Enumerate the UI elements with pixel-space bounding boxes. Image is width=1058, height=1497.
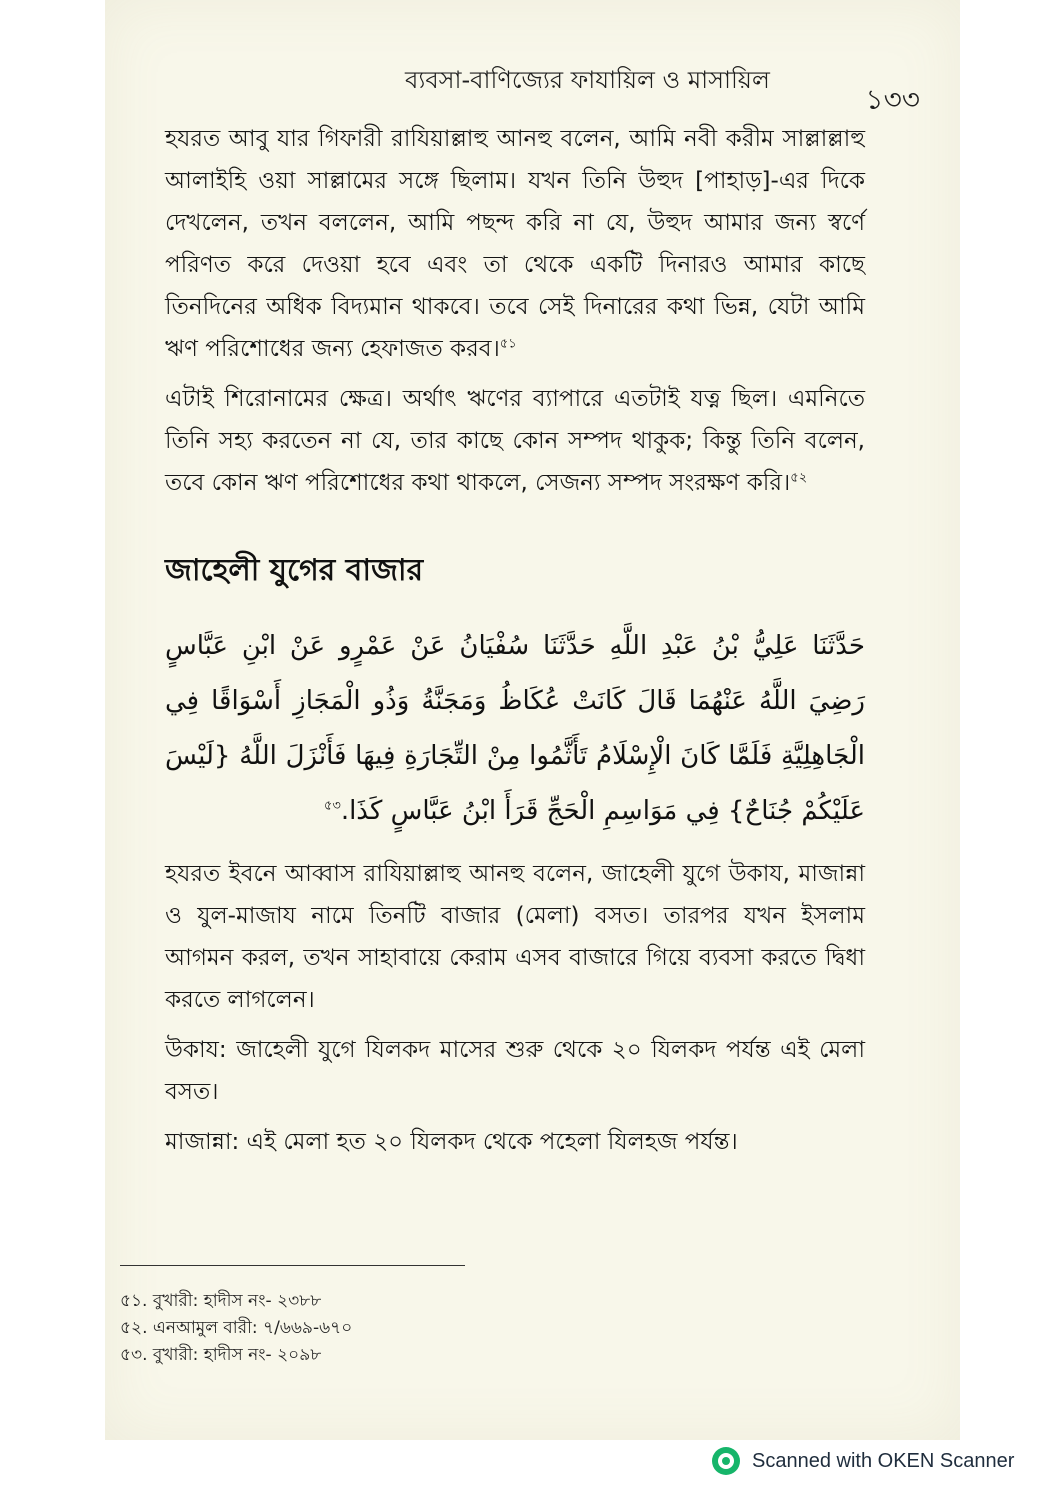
footnote-divider	[120, 1265, 465, 1266]
scanner-label: Scanned with OKEN Scanner	[752, 1449, 1015, 1472]
arabic-text: حَدَّثَنَا عَلِيُّ بْنُ عَبْدِ اللَّهِ حَدَّثَنَا سُفْيَانُ عَنْ عَمْرٍو عَنْ ابْنِ عَبَّاسٍ رَضِيَ اللَّهُ عَنْهُمَا قَالَ كَانَتْ عُكَاظُ وَمَجَنَّةُ وَذُو الْمَجَازِ أَسْوَاقًا فِي الْجَاهِلِيَّةِ فَلَمَّا كَانَ الْإِسْلَامُ تَأَثَّمُوا مِنْ التِّجَارَةِ فِيهَا فَأَنْزَلَ اللَّهُ {لَيْسَ عَلَيْكُمْ جُنَاحٌ} فِي مَوَاسِمِ الْحَجِّ قَرَأَ ابْنُ عَبَّاسٍ كَذَا.	[165, 631, 865, 826]
footnote-marker: ৫৩	[323, 798, 341, 814]
footnote-item: ৫৩. বুখারী: হাদীস নং- ২০৯৮	[120, 1345, 322, 1365]
footnote-item: ৫২. এনআমুল বারী: ৭/৬৬৯-৬৭০	[120, 1318, 353, 1338]
paragraph-text: হযরত আবু যার গিফারী রাযিয়াল্লাহু আনহু বলেন, আমি নবী করীম সাল্লাল্লাহু আলাইহি ওয়া সাল্লামের সঙ্গে ছিলাম। যখন তিনি উহুদ [পাহাড়]-এর দিকে দেখলেন, তখন বললেন, আমি পছন্দ করি না যে, উহুদ আমার জন্য স্বর্ণে পরিণত করে দেওয়া হবে এবং তা থেকে একটি দিনারও আমার কাছে তিনদিনের অধিক বিদ্যমান থাকবে। তবে সেই দিনারের কথা ভিন্ন, যেটা আমি ঋণ পরিশোধের জন্য হেফাজত করব।	[165, 126, 865, 362]
paragraph-ukaz-note: উকায: জাহেলী যুগে যিলকদ মাসের শুরু থেকে ২০ যিলকদ পর্যন্ত এই মেলা বসত।	[165, 1037, 865, 1105]
footnote-marker: ৫১	[499, 336, 517, 352]
section-heading: জাহেলী যুগের বাজার	[165, 553, 424, 588]
footnote-item: ৫১. বুখারী: হাদীস নং- ২৩৮৮	[120, 1291, 322, 1311]
arabic-hadith-text	[165, 619, 865, 839]
running-title: ব্যবসা-বাণিজ্যের ফাযায়িল ও মাসায়িল	[405, 66, 770, 94]
page-body	[165, 118, 865, 1171]
paragraph-explanation	[165, 378, 865, 504]
paragraph-hadith-translation-1	[165, 118, 865, 370]
footnotes	[120, 1288, 540, 1369]
footnote-marker: ৫২	[790, 470, 808, 486]
paragraph-text: এটাই শিরোনামের ক্ষেত্র। অর্থাৎ ঋণের ব্যাপারে এতটাই যত্ন ছিল। এমনিতে তিনি সহ্য করতেন না যে, তার কাছে কোন সম্পদ থাকুক; কিন্তু তিনি বলেন, তবে কোন ঋণ পরিশোধের কথা থাকলে, সেজন্য সম্পদ সংরক্ষণ করি।	[165, 386, 865, 496]
paragraph-majanna-note: মাজান্না: এই মেলা হত ২০ যিলকদ থেকে পহেলা যিলহজ পর্যন্ত।	[165, 1129, 738, 1155]
oken-scanner-logo-icon	[712, 1447, 740, 1475]
page-number: ১৩৩	[865, 83, 920, 116]
paragraph-hadith-translation-2: হযরত ইবনে আব্বাস রাযিয়াল্লাহু আনহু বলেন, জাহেলী যুগে উকায, মাজান্না ও যুল-মাজায নামে তিনটি বাজার (মেলা) বসত। তারপর যখন ইসলাম আগমন করল, তখন সাহাবায়ে কেরাম এসব বাজারে গিয়ে ব্যবসা করতে দ্বিধা করতে লাগলেন।	[165, 861, 865, 1013]
scanner-watermark	[712, 1447, 1014, 1475]
